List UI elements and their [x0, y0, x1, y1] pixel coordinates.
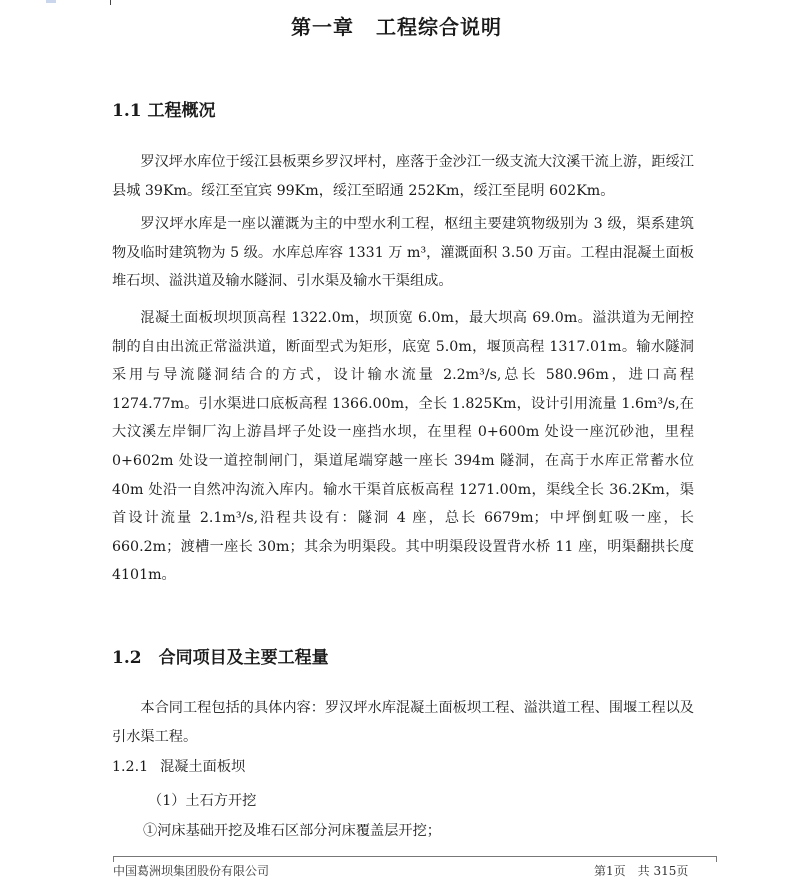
section-heading-1-2: 1.2 合同项目及主要工程量	[112, 648, 329, 668]
footer-corner-right	[716, 856, 717, 862]
paragraph-project-scale: 罗汉坪水库是一座以灌溉为主的中型水利工程，枢纽主要建筑物级别为 3 级，渠系建筑物及临时建筑物为 5 级。水库总库容 1331 万 m³，灌溉面积 3.50 万亩。工程由混凝土面板堆石坝、溢洪道及输水隧洞、引水渠及输水干渠组成。	[112, 216, 694, 290]
subsection-heading-1-2-1	[112, 756, 245, 776]
footer-page-number: 第1页 共 315页	[594, 864, 689, 878]
ruler-mark	[46, 0, 56, 3]
footer-company: 中国葛洲坝集团股份有限公司	[113, 864, 270, 878]
paragraph-contract-scope: 本合同工程包括的具体内容：罗汉坪水库混凝土面板坝工程、溢洪道工程、围堰工程以及引水渠工程。	[112, 700, 694, 745]
text-cursor-mark	[110, 0, 111, 5]
top-margin-marks	[0, 0, 793, 6]
chapter-name: 工程综合说明	[376, 15, 502, 39]
footer-divider	[113, 856, 717, 857]
paragraph-structures: 混凝土面板坝坝顶高程 1322.0m，坝顶宽 6.0m，最大坝高 69.0m。溢洪道为无闸控制的自由出流正常溢洪道，断面型式为矩形，底宽 5.0m，堰顶高程 1317.01m。输水隧洞采用与导流隧洞结合的方式，设计输水流量 2.2m³/s,总长 580.96m，进口高程 1274.77m。引水渠进口底板高程 1366.00m，全长 1.825Km，设计引用流量 1.6m³/s,在大汶溪左岸铜厂沟上游昌坪子处设一座挡水坝，在里程 0+600m 处设一座沉砂池，里程 0+602m 处设一道控制闸门，渠道尾端穿越一座长 394m 隧洞，在高于水库正常蓄水位 40m 处沿一自然冲沟流入库内。输水干渠首底板高程 1271.00m，渠线全长 36.2Km，渠首设计流量 2.1m³/s,沿程共设有：隧洞 4 座，总长 6679m；中坪倒虹吸一座，长 660.2m；渡槽一座长 30m；其余为明渠段。其中明渠段设置背水桥 11 座，明渠翻拱长度 4101m。	[112, 310, 694, 584]
chapter-title	[0, 11, 793, 40]
chapter-number: 第一章	[291, 15, 354, 39]
paragraph-location: 罗汉坪水库位于绥江县板栗乡罗汉坪村，座落于金沙江一级支流大汶溪干流上游，距绥江县城 39Km。绥江至宜宾 99Km，绥江至昭通 252Km，绥江至昆明 602Km。	[112, 154, 694, 199]
subsection-title: 混凝土面板坝	[160, 759, 246, 775]
list-item: （1）土石方开挖	[148, 793, 257, 809]
subsection-number: 1.2.1	[112, 759, 149, 775]
list-item: ①河床基础开挖及堆石区部分河床覆盖层开挖；	[143, 823, 441, 839]
section-heading-1-1: 1.1 工程概况	[112, 101, 216, 121]
